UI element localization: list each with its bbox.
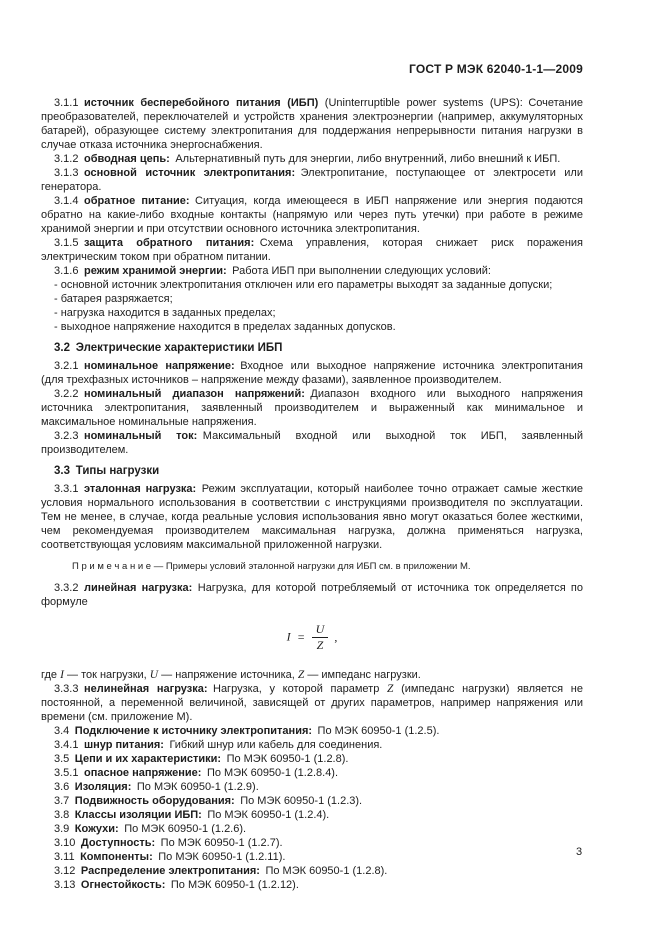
page-content — [41, 62, 583, 892]
heading-3-3: 3.3 Типы нагрузки — [54, 465, 160, 477]
note-reference-load: П р и м е ч а н и е — Примеры условий эталонной нагрузки для ИБП см. в приложении М. — [72, 561, 471, 572]
clause-3-3-3: 3.3.3 нелинейная нагрузка: Нагрузка, у которой параметр Z (импеданс нагрузки) является не постоянной, а переменной величиной, зависящей от других параметров, например напряжения или времени (см. приложение М). — [41, 683, 583, 724]
clause-3-5: 3.5 Цепи и их характеристики: По МЭК 60950-1 (1.2.8). — [54, 753, 349, 766]
clause-3-1-5: 3.1.5 защита обратного питания: Схема управления, которая снижает риск поражения электрическим током при обратном питании. — [41, 237, 583, 263]
dash-item-battery: - батарея разряжается; — [54, 293, 173, 305]
clauses-bottom — [41, 668, 583, 892]
clause-3-1-2: 3.1.2 обводная цепь: Альтернативный путь для энергии, либо внутренний, либо внешний к ИБП. — [54, 153, 561, 165]
clauses-top — [41, 96, 583, 609]
clause-3-8: 3.8 Классы изоляции ИБП: По МЭК 60950-1 (1.2.4). — [54, 809, 330, 822]
dash-item-load: - нагрузка находится в заданных пределах; — [54, 307, 276, 319]
clause-3-13: 3.13 Огнестойкость: По МЭК 60950-1 (1.2.12). — [54, 879, 299, 892]
document-header — [41, 62, 583, 77]
formula-impedance-symbol: Z — [316, 638, 324, 653]
clause-3-2-1: 3.2.1 номинальное напряжение: Входное или выходное напряжение источника электропитания (для трехфазных источников – напряжение между фазами), заявленное производителем. — [41, 360, 584, 386]
clause-3-5-1: 3.5.1 опасное напряжение: По МЭК 60950-1 (1.2.8.4). — [54, 767, 339, 780]
clause-3-3-1: 3.3.1 эталонная нагрузка: Режим эксплуатации, который наиболее точно отражает самые жесткие условия нормального использования в соответствии с инструкциями производителя по эксплуатации. Тем не менее, в случае, когда реальные условия использования явно могут оказаться более жесткими, чем рекомендуемая производителем максимальная нагрузка, должна применяться нагрузка, соответствующая условиям максимальной приложенной нагрузки. — [41, 483, 583, 551]
clause-3-1-4: 3.1.4 обратное питание: Ситуация, когда имеющееся в ИБП напряжение или энергия подаются обратно на какие-либо входные контакты (напрямую или через путь утечки) при работе в режиме хранимой энергии и при отсутствии основного источника электропитания. — [41, 195, 583, 235]
clause-3-1-3: 3.1.3 основной источник электропитания: Электропитание, поступающее от электросети или генератора. — [41, 167, 583, 193]
formula-equals-sign: = — [297, 629, 305, 644]
standard-designation: ГОСТ Р МЭК 62040-1-1—2009 — [409, 62, 583, 76]
formula-comma: , — [334, 629, 338, 644]
clause-3-1-1: 3.1.1 источник бесперебойного питания (ИБП) (Uninterruptible power systems (UPS): Сочетание преобразователей, переключателей и устройств хранения электроэнергии (например, аккумуляторных батарей), образующее систему электропитания для поддержания непрерывности питания нагрузки в случае отказа источника энергоснабжения. — [41, 97, 583, 151]
clause-3-6: 3.6 Изоляция: По МЭК 60950-1 (1.2.9). — [54, 781, 259, 794]
clause-3-2-2: 3.2.2 номинальный диапазон напряжений: Диапазон входного или выходного напряжения источника электропитания, заявленный производителем и выраженный как минимальное и максимальное номинальные напряжения. — [41, 388, 584, 428]
formula-voltage-symbol: U — [312, 623, 329, 638]
formula-current-symbol: I — [286, 629, 291, 644]
dash-item-output-voltage: - выходное напряжение находится в пределах заданных допусков. — [54, 321, 396, 333]
clause-3-10: 3.10 Доступность: По МЭК 60950-1 (1.2.7). — [54, 837, 283, 850]
formula-legend: где I — ток нагрузки, U — напряжение источника, Z — импеданс нагрузки. — [41, 669, 421, 682]
clause-3-11: 3.11 Компоненты: По МЭК 60950-1 (1.2.11). — [54, 851, 286, 864]
clause-3-1-6: 3.1.6 режим хранимой энергии: Работа ИБП при выполнении следующих условий: — [54, 265, 491, 277]
clause-3-4-1: 3.4.1 шнур питания: Гибкий шнур или кабель для соединения. — [54, 739, 383, 752]
heading-3-2: 3.2 Электрические характеристики ИБП — [54, 342, 283, 354]
clause-3-3-2: 3.3.2 линейная нагрузка: Нагрузка, для которой потребляемый от источника ток определяется по формуле — [41, 582, 584, 608]
dash-item-main-source: - основной источник электропитания отключен или его параметры выходят за заданные допуски; — [54, 279, 553, 291]
page-number: 3 — [576, 846, 583, 858]
clause-3-7: 3.7 Подвижность оборудования: По МЭК 60950-1 (1.2.3). — [54, 795, 363, 808]
clause-3-9: 3.9 Кожухи: По МЭК 60950-1 (1.2.6). — [54, 823, 247, 836]
linear-load-formula — [41, 623, 583, 652]
clause-3-2-3: 3.2.3 номинальный ток: Максимальный входной или выходной ток ИБП, заявленный производителем. — [41, 430, 583, 456]
clause-3-4: 3.4 Подключение к источнику электропитания: По МЭК 60950-1 (1.2.5). — [54, 725, 440, 738]
clause-3-12: 3.12 Распределение электропитания: По МЭК 60950-1 (1.2.8). — [54, 865, 388, 878]
formula-fraction — [312, 623, 329, 652]
